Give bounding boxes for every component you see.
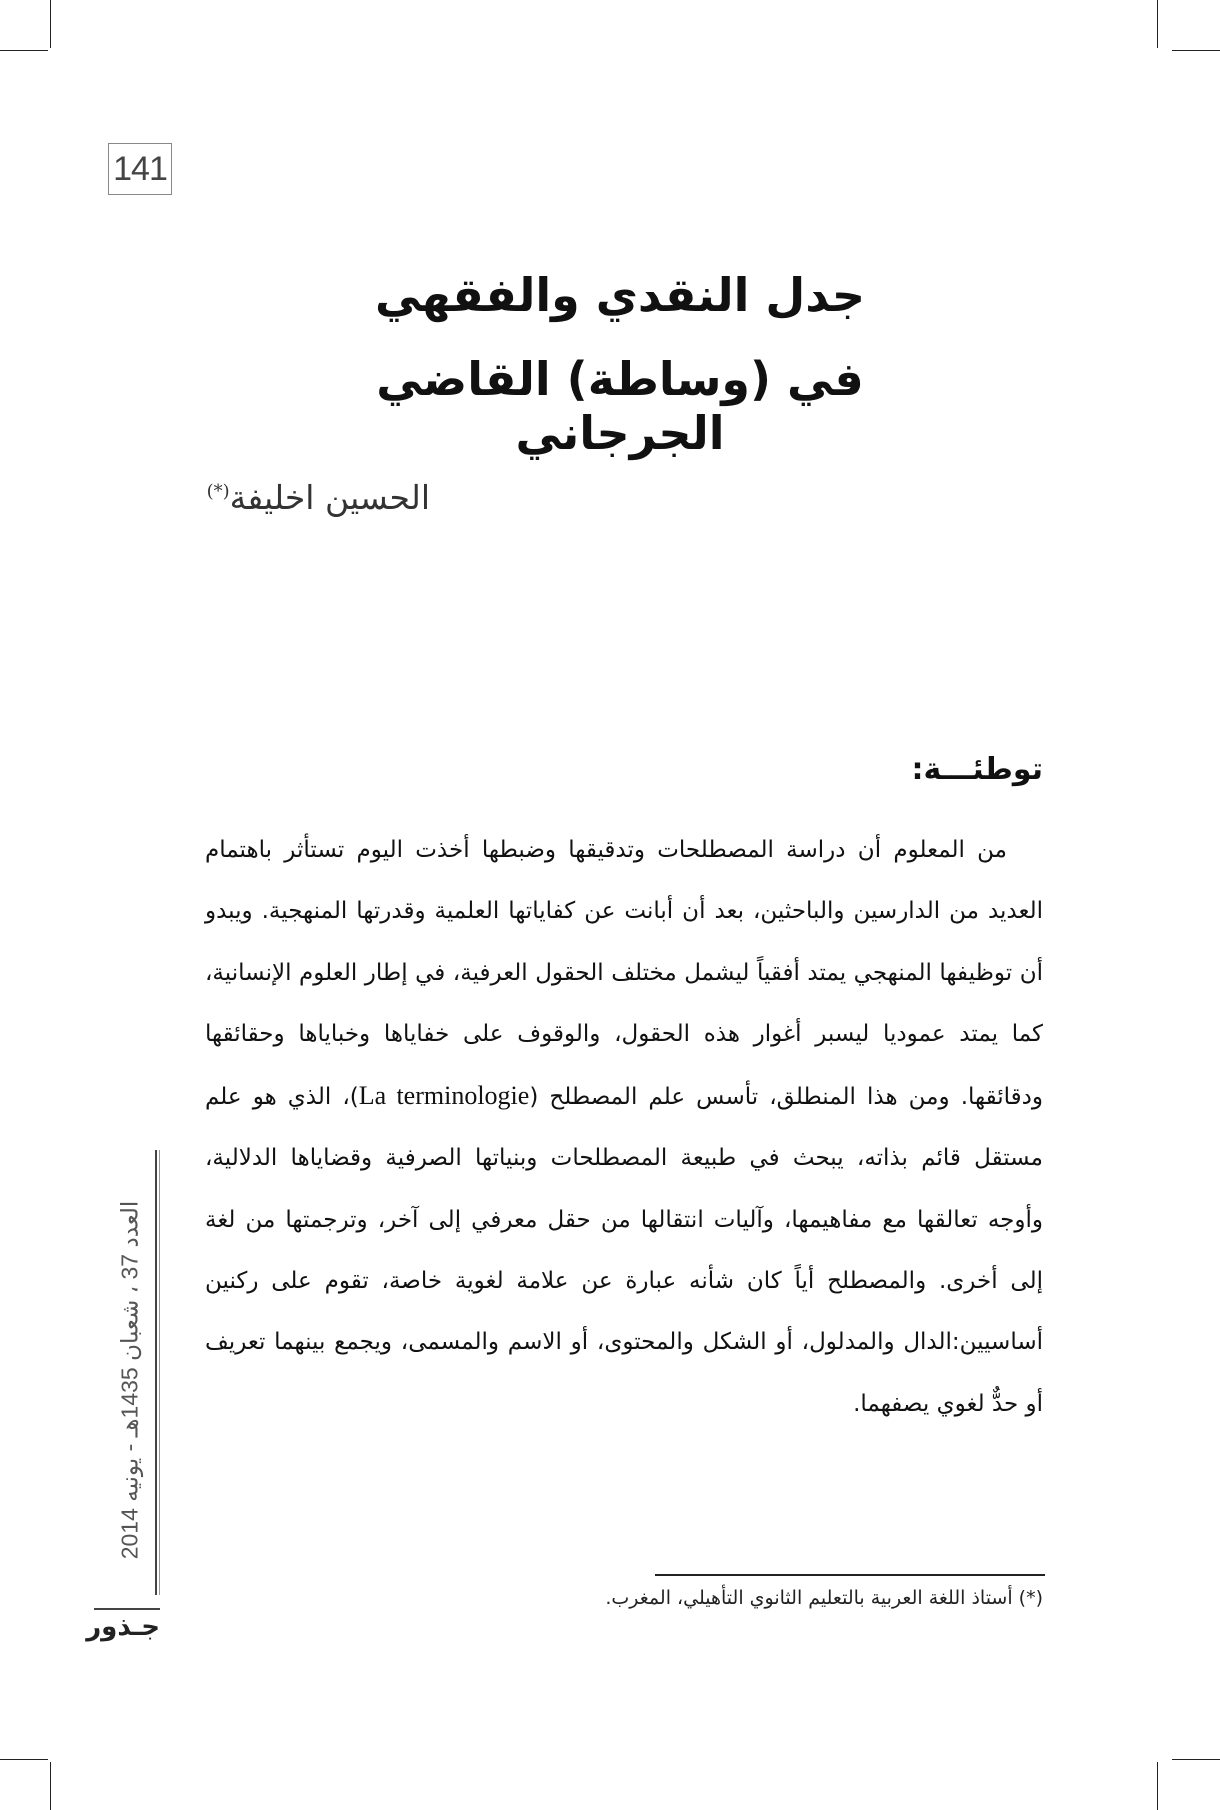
term-latin: La terminologie <box>358 1081 530 1111</box>
crop-mark <box>50 1762 51 1810</box>
crop-mark <box>1157 1762 1158 1810</box>
journal-logo: جـذور <box>94 1608 160 1642</box>
crop-mark <box>0 1759 48 1760</box>
footnote: (*) أستاذ اللغة العربية بالتعليم الثانوي التأهيلي، المغرب. <box>605 1587 1043 1609</box>
sidebar-rule <box>155 1150 157 1595</box>
crop-mark <box>1172 1759 1220 1760</box>
footnote-divider <box>655 1574 1045 1576</box>
article-title-line1: جدل النقدي والفقهي <box>374 268 866 322</box>
author-footnote-mark: (*) <box>206 481 230 502</box>
issue-info-text: العدد 37 ، شعبان 1435هـ - يونيه 2014 <box>116 1200 143 1560</box>
article-title-line2: في (وساطة) القاضي الجرجاني <box>376 352 864 460</box>
crop-mark <box>1157 0 1158 48</box>
author-name <box>150 478 430 517</box>
body-text-part1: من المعلوم أن دراسة المصطلحات وتدقيقها وضبطها أخذت اليوم تستأثر باهتمام العديد من الدارسين والباحثين، بعد أن أبانت عن كفاياتها العلمية وقدرتها المنهجية. ويبدو أن توظيفها المنهجي يمتد أفقياً ليشمل مختلف الحقول العرفية، في إطار العلوم الإنسانية، كما يمتد عموديا ليسبر أغوار هذه الحقول، والوقوف على خفاياها وخباياها وحقائقها ودقائقها. ومن هذا المنطلق، تأسس علم المصطلح ( <box>205 837 1043 1111</box>
sidebar-rule-thin <box>159 1150 160 1595</box>
crop-mark <box>1172 50 1220 51</box>
crop-mark <box>0 50 48 51</box>
author-name-text: الحسين اخليفة <box>229 478 430 517</box>
body-paragraph <box>205 820 1043 1435</box>
sidebar-issue-info <box>110 1155 150 1605</box>
body-text-part2: )، الذي هو علم مستقل قائم بذاته، يبحث في طبيعة المصطلحات وبنياتها الصرفية وقضاياها الدلالية، وأوجه تعالقها مع مفاهيمها، وآليات انتقالها من حقل معرفي إلى آخر، وترجمتها من لغة إلى أخرى. والمصطلح أياً كان شأنه عبارة عن علامة لغوية خاصة، تقوم على ركنين أساسيين:الدال والمدلول، أو الشكل والمحتوى، أو الاسم والمسمى، ويجمع بينهما تعريف أو حدٌّ لغوي يصفهما. <box>205 1084 1043 1417</box>
section-heading: توطئـــة: <box>911 752 1043 787</box>
crop-mark <box>50 0 51 48</box>
page-number: 141 <box>108 143 172 195</box>
